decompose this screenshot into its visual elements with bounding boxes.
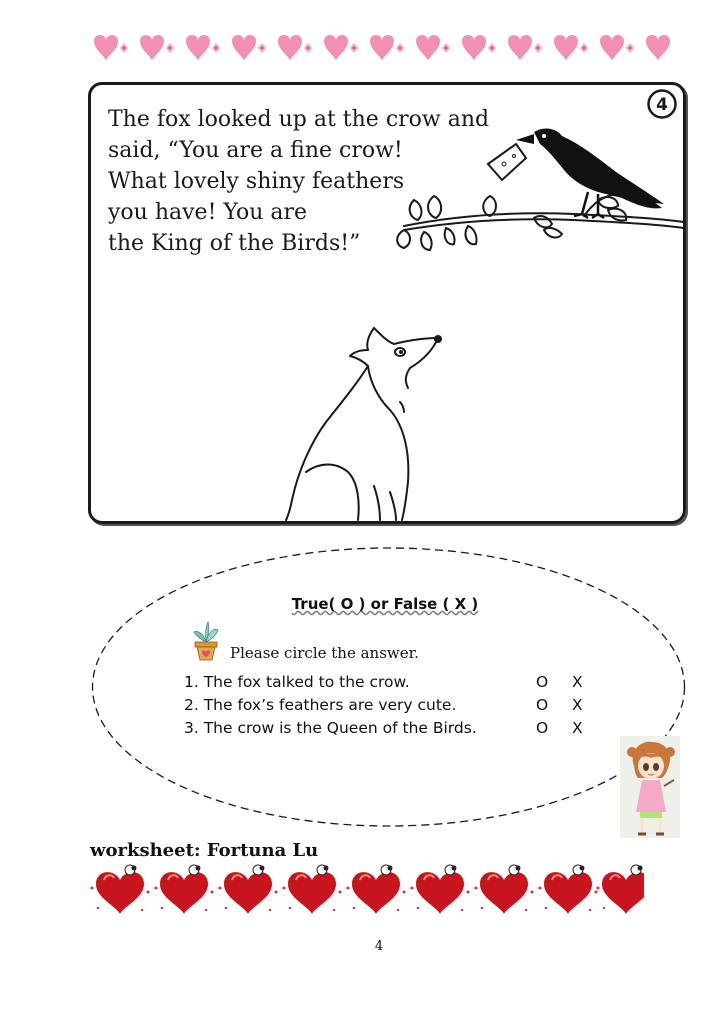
question-row [184, 716, 604, 739]
page-number: 4 [374, 939, 384, 954]
question-row [184, 670, 604, 693]
page-number-badge [646, 88, 678, 120]
question-text: 1. The fox talked to the crow. [184, 672, 410, 691]
quiz-instruction: Please circle the answer. [230, 644, 419, 662]
true-option[interactable]: O [536, 695, 549, 714]
story-line: What lovely shiny feathers [108, 169, 405, 194]
girl-illustration [620, 736, 680, 838]
flower-pot-icon [190, 620, 222, 662]
crow-on-branch-illustration [384, 118, 688, 258]
story-line: said, “You are a fine crow! [108, 138, 403, 163]
page-badge-number: 4 [656, 95, 668, 115]
fox-illustration [270, 322, 460, 522]
pink-heart-border [92, 30, 672, 64]
false-option[interactable]: X [572, 718, 583, 737]
story-line: you have! You are [108, 200, 308, 225]
question-row [184, 693, 604, 716]
quiz-title: True( O ) or False ( X ) [291, 595, 479, 613]
story-line: the King of the Birds!” [108, 231, 361, 256]
question-list [184, 670, 604, 739]
false-option[interactable]: X [572, 695, 583, 714]
true-option[interactable]: O [536, 718, 549, 737]
question-text: 3. The crow is the Queen of the Birds. [184, 718, 477, 737]
red-heart-border [84, 860, 644, 918]
true-option[interactable]: O [536, 672, 549, 691]
false-option[interactable]: X [572, 672, 583, 691]
story-line: The fox looked up at the crow and [108, 107, 490, 132]
worksheet-credit: worksheet: Fortuna Lu [90, 840, 319, 861]
question-text: 2. The fox’s feathers are very cute. [184, 695, 457, 714]
